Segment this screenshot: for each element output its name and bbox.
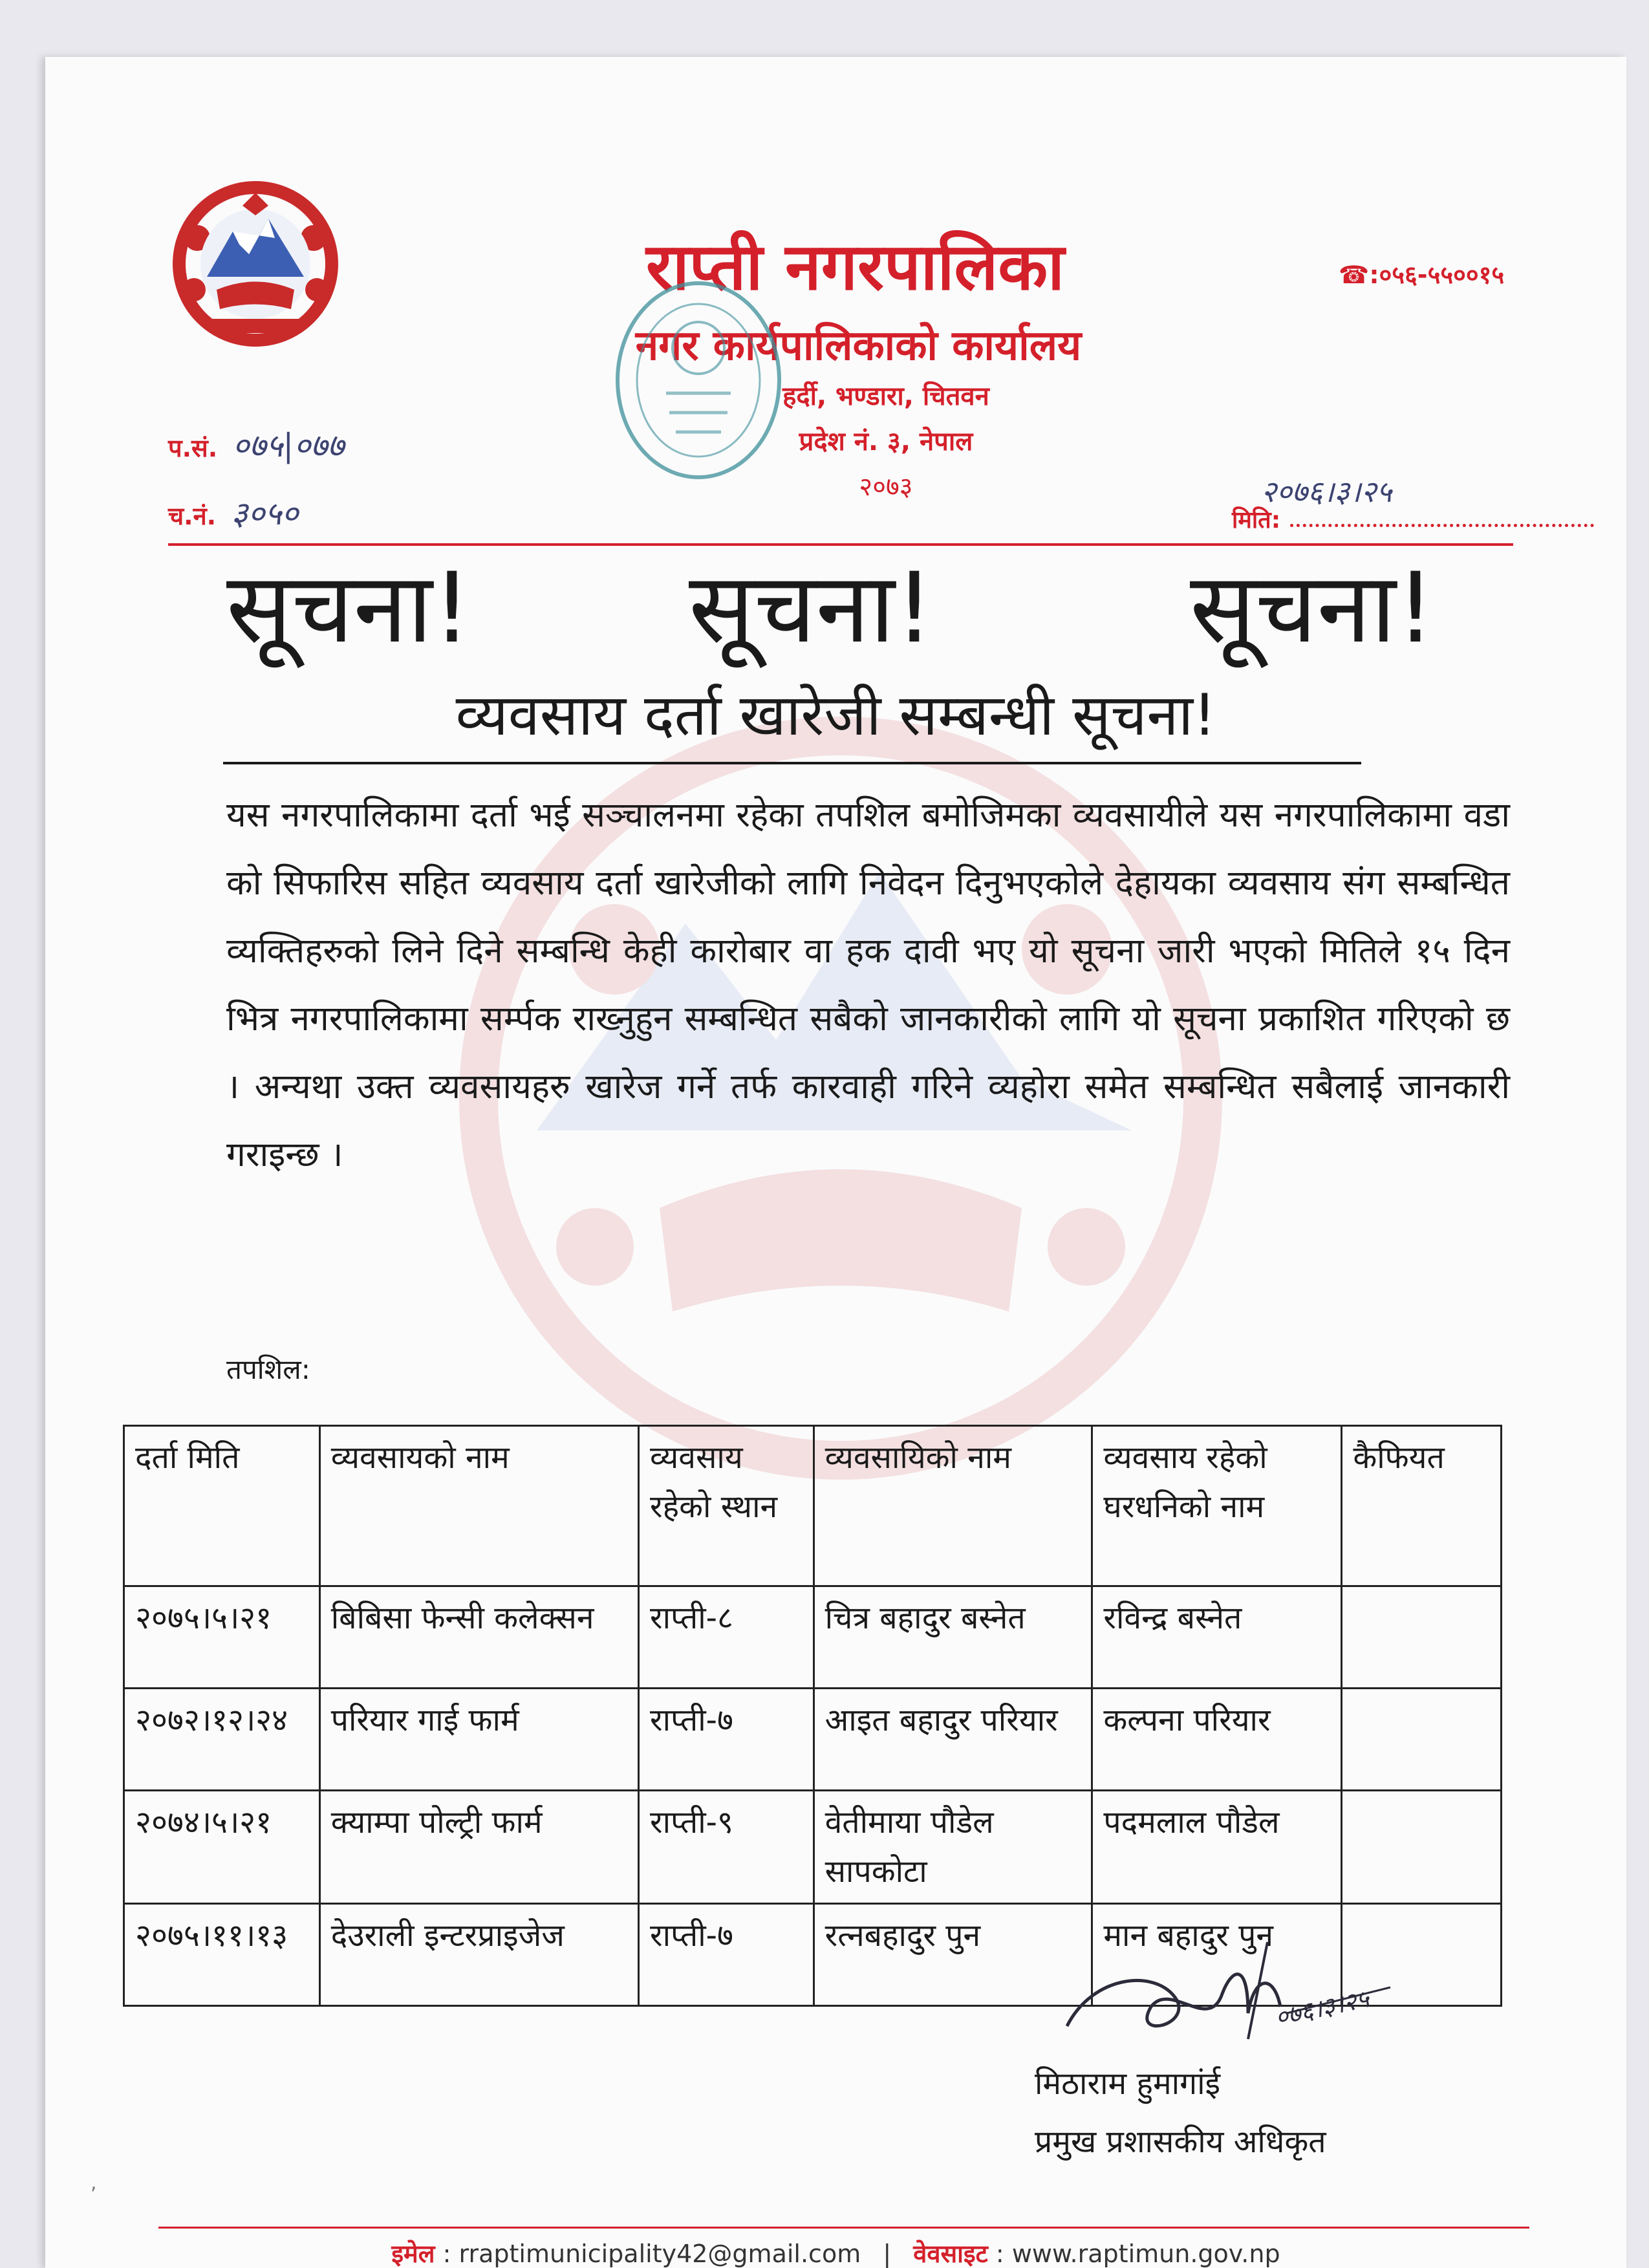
date-dotted-line bbox=[1290, 524, 1594, 527]
handwritten-signature bbox=[1054, 1936, 1416, 2065]
cell-remarks bbox=[1342, 1689, 1502, 1791]
org-name: राप्ती नगरपालिका bbox=[645, 229, 1065, 305]
chalani-label: च.नं. bbox=[168, 502, 217, 530]
business-deregistration-table bbox=[123, 1425, 1502, 2007]
chalani-number bbox=[168, 490, 298, 534]
notice-body: यस नगरपालिकामा दर्ता भई सञ्चालनमा रहेका तपशिल बमोजिमका व्यवसायीले यस नगरपालिकामा वडा को सिफारिस सहित व्यवसाय दर्ता खारेजीको लागि निवेदन दिनुभएकोले देहायका व्यवसाय संग सम्बन्धित व्यक्तिहरुको लिने दिने सम्बन्धि केही कारोबार वा हक दावी भए यो सूचना जारी भएको मितिले १५ दिन भित्र नगरपालिकामा सर्म्पक राख्नुहुन सम्बन्धित सबैको जानकारीको लागि यो सूचना प्रकाशित गरिएको छ । अन्यथा उक्त व्यवसायहरु खारेज गर्ने तर्फ कारवाही गरिने व्यहोरा समेत सम्बन्धित सबैलाई जानकारी गराइन्छ । bbox=[226, 795, 1510, 1174]
cell-business-name: देउराली इन्टरप्राइजेज bbox=[319, 1904, 638, 2006]
notice-heading-1: सूचना! bbox=[226, 552, 471, 665]
margin-mark: , bbox=[91, 2172, 97, 2194]
cell-business-location: राप्ती-८ bbox=[639, 1586, 814, 1689]
header-landlord-name: व्यवसाय रहेको घरधनिको नाम bbox=[1092, 1426, 1342, 1586]
cell-business-location: राप्ती-९ bbox=[639, 1791, 814, 1904]
patra-label: प.सं. bbox=[168, 434, 218, 462]
cell-business-name: परियार गाई फार्म bbox=[319, 1689, 638, 1791]
office-stamp bbox=[605, 264, 792, 497]
header-divider bbox=[168, 543, 1513, 546]
address-line1: हर्दी, भण्डारा, चितवन bbox=[782, 382, 989, 411]
header-registration-date: दर्ता मिति bbox=[124, 1426, 320, 1586]
website-label: वेवसाइट bbox=[913, 2240, 988, 2268]
email-address: rraptimunicipality42@gmail.com bbox=[458, 2240, 861, 2268]
established-year: २०७३ bbox=[859, 472, 913, 502]
cell-landlord-name: रविन्द्र बस्नेत bbox=[1092, 1586, 1342, 1689]
cell-business-location: राप्ती-७ bbox=[639, 1904, 814, 2006]
patra-sankhya bbox=[168, 422, 344, 466]
cell-landlord-name: पदमलाल पौडेल bbox=[1092, 1791, 1342, 1904]
notice-heading-3: सूचना! bbox=[1190, 552, 1435, 665]
cell-business-name: क्याम्पा पोल्ट्री फार्म bbox=[319, 1791, 638, 1904]
signature-hand-date: ०७६।३।२५ bbox=[1272, 1984, 1372, 2032]
email-label: इमेल bbox=[391, 2240, 435, 2268]
cell-owner-name: चित्र बहादुर बस्नेत bbox=[814, 1586, 1092, 1689]
footer-divider bbox=[158, 2227, 1529, 2229]
header-remarks: कैफियत bbox=[1342, 1426, 1502, 1586]
header-owner-name: व्यवसायिको नाम bbox=[814, 1426, 1092, 1586]
cell-registration-date: २०७४।५।२१ bbox=[124, 1791, 320, 1904]
document-page bbox=[45, 57, 1626, 2268]
table-row bbox=[124, 1791, 1502, 1904]
signatory-name: मिठाराम हुमागांई bbox=[1035, 2066, 1221, 2102]
phone-number: ☎:०५६-५५००१५ bbox=[1339, 261, 1505, 289]
table-header-row bbox=[124, 1426, 1502, 1586]
notice-heading-2: सूचना! bbox=[689, 552, 934, 665]
table-row bbox=[124, 1689, 1502, 1791]
cell-registration-date: २०७५।११।१३ bbox=[124, 1904, 320, 2006]
signatory-title: प्रमुख प्रशासकीय अधिकृत bbox=[1035, 2124, 1326, 2160]
header-business-name: व्यवसायको नाम bbox=[319, 1426, 638, 1586]
chalani-value: ३०५० bbox=[231, 495, 299, 532]
notice-subject: व्यवसाय दर्ता खारेजी सम्बन्धी सूचना! bbox=[455, 682, 1216, 748]
tapsil-label: तपशिल: bbox=[226, 1354, 310, 1385]
subject-underline bbox=[223, 762, 1361, 764]
patra-value: ०७५|०७७ bbox=[232, 427, 345, 464]
cell-business-location: राप्ती-७ bbox=[639, 1689, 814, 1791]
footer-separator: | bbox=[883, 2240, 892, 2268]
date-value: २०७६।३।२५ bbox=[1261, 474, 1392, 509]
footer-contact: इमेल : rraptimunicipality42@gmail.com | वेवसाइट : www.raptimun.gov.np bbox=[391, 2240, 1280, 2268]
address-line2: प्रदेश नं. ३, नेपाल bbox=[799, 427, 973, 457]
table-row bbox=[124, 1586, 1502, 1689]
website-address: www.raptimun.gov.np bbox=[1011, 2240, 1280, 2268]
cell-business-name: बिबिसा फेन्सी कलेक्सन bbox=[319, 1586, 638, 1689]
cell-remarks bbox=[1342, 1586, 1502, 1689]
cell-owner-name: आइत बहादुर परियार bbox=[814, 1689, 1092, 1791]
office-name: नगर कार्यपालिकाको कार्यालय bbox=[635, 322, 1082, 370]
cell-landlord-name: मान बहादुर पुन bbox=[1092, 1904, 1342, 2006]
cell-owner-name: वेतीमाया पौडेल सापकोटा bbox=[814, 1791, 1092, 1904]
cell-registration-date: २०७५।५।२१ bbox=[124, 1586, 320, 1689]
cell-registration-date: २०७२।१२।२४ bbox=[124, 1689, 320, 1791]
cell-owner-name: रत्नबहादुर पुन bbox=[814, 1904, 1092, 2006]
cell-remarks bbox=[1342, 1791, 1502, 1904]
cell-landlord-name: कल्पना परियार bbox=[1092, 1689, 1342, 1791]
date-label: मिति: bbox=[1232, 507, 1281, 534]
header-business-location: व्यवसाय रहेको स्थान bbox=[639, 1426, 814, 1586]
